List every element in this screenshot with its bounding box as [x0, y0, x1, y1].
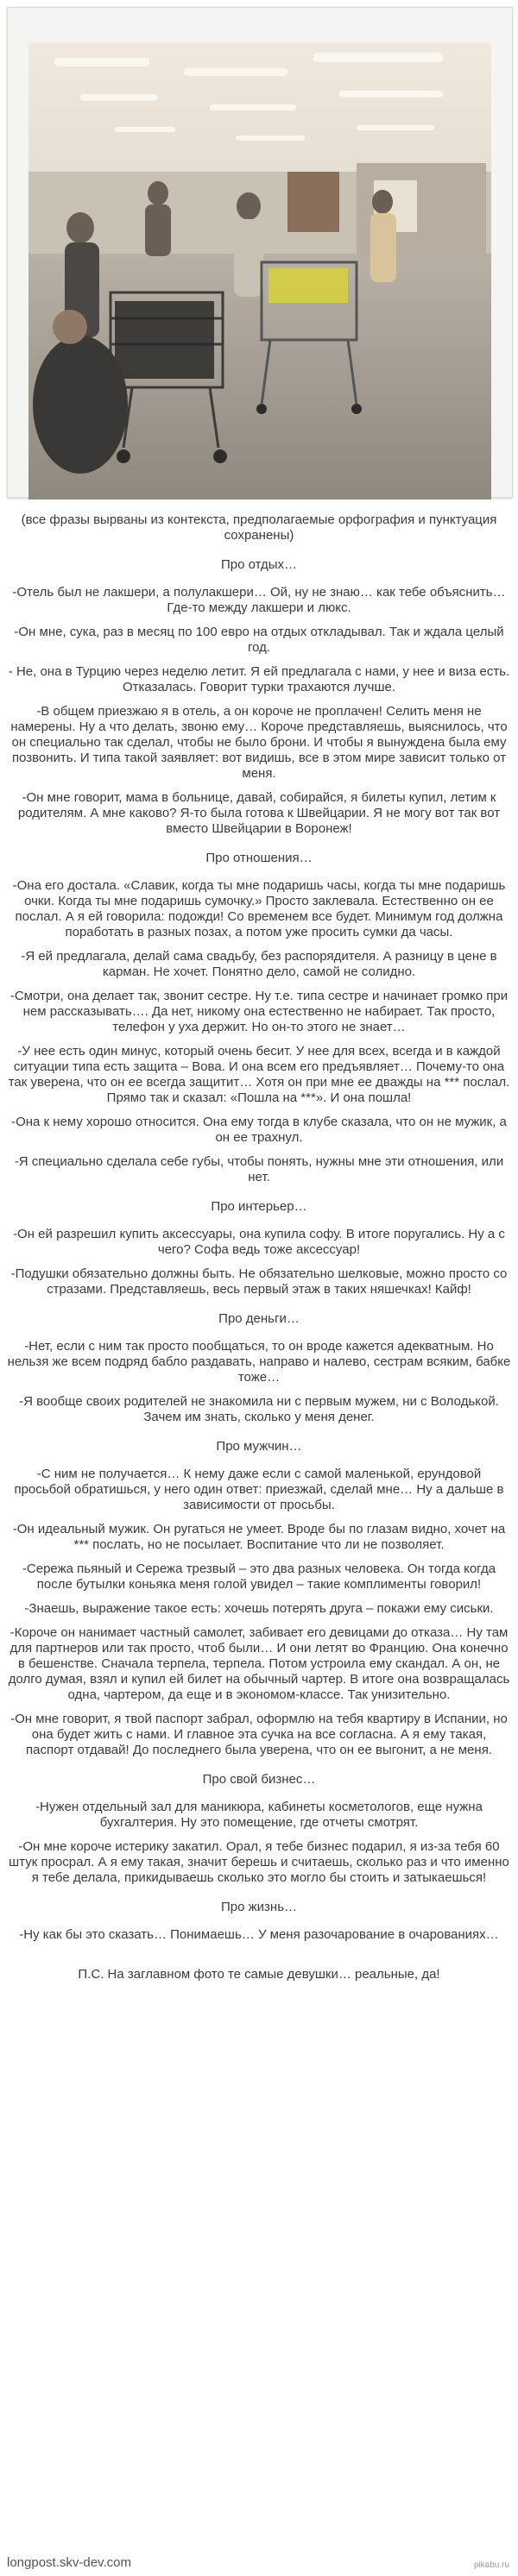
quote: -Он ей разрешил купить аксессуары, она купила софу. В итоге поругались. Ну а с чего? Софа ведь тоже аксессуар! [13, 1227, 505, 1257]
intro-note: (все фразы вырваны из контекста, предполагаемые орфография и пунктуация сохранены) [21, 512, 497, 543]
quote: -Отель был не лакшери, а полулакшери… Ой, ну не знаю… как тебе объяснить… Где-то между лакшери и люкс. [12, 585, 506, 615]
section-heading: Про отношения… [205, 851, 313, 865]
section-heading: Про мужчин… [216, 1439, 302, 1454]
section-heading: Про отдых… [220, 557, 298, 572]
quote: -В общем приезжаю я в отель, а он короче не проплачен! Селить меня не намерены. Ну а что делать, звоню ему… Короче представляешь, выяснилось, что он специально так сделал, чтобы не было брони. И чтобы я вынуждена была ему позвонить. И типа такой заявляет: вот видишь, все в этом мире зависит только от меня. [10, 704, 508, 781]
section-life [0, 1900, 518, 1943]
quote: -Она его достала. «Славик, когда ты мне подаришь часы, когда ты мне подаришь очки. Когда ты мне подаришь сумочку.» Просто заклевала. Естественно он ее послал. А я ей говорила: подожди! Со временем все будет. Минимум год должна поработать в разных позах, а потом уже просить сумки да часы. [12, 878, 506, 939]
quote: -Смотри, она делает так, звонит сестре. Ну т.е. типа сестре и начинает громко при нем рассказывать…. Да нет, никому она естественно не набирает. Так просто, телефон у уха держит. Но он-то этого не знает… [9, 989, 509, 1034]
quote: -Подушки обязательно должны быть. Не обязательно шелковые, можно просто со стразами. Представляешь, весь первый этаж в таких няшечках! Кайф! [10, 1266, 508, 1297]
section-heading: Про жизнь… [220, 1900, 298, 1914]
section-relationships [0, 851, 518, 1185]
watermark: pikabu.ru [473, 2560, 509, 2570]
quote: -Короче он нанимает частный самолет, забивает его девицами до отказа… Ну там для партнеров или так просто, чтоб были… И они летят во Францию. Она конечно в бешенстве. Сначала терпела, терпела. Потом устроила ему скандал. А он, не долго думая, взял и купил ей билет на обычный чартер. В итоге она возвращалась одна, чартером, да еще и в экономом-классе. Так унизительно. [8, 1625, 510, 1702]
section-heading: Про деньги… [218, 1311, 300, 1326]
quote: -Он идеальный мужик. Он ругаться не умеет. Вроде бы по глазам видно, хочет на *** послать, но не посылает. Воспитание что ли не позволяет. [12, 1522, 506, 1552]
quote: - Не, она в Турцию через неделю летит. Я ей предлагала с нами, у нее и виза есть. Отказалась. Говорит турки трахаются лучше. [8, 664, 510, 694]
quote: -У нее есть один минус, который очень бесит. У нее для всех, всегда и в каждой ситуации типа есть защита – Вова. И она всем его предъявляет… Почему-то она так уверена, что он ее всегда защитит… Хотя он при мне ее дважды на *** послал. Прямо так и сказал: «Пошла на ***». И она пошла! [8, 1044, 510, 1105]
quote: -Нужен отдельный зал для маникюра, кабинеты косметологов, еще нужна бухгалтерия. Ну это помещение, где отчеты смотрят. [35, 1800, 483, 1830]
quote: -Я ей предлагала, делай сама свадьбу, без распорядителя. А разницу в цене в карман. Не хочет. Понятно дело, самой не солидно. [21, 949, 497, 979]
quote: -Она к нему хорошо относится. Она ему тогда в клубе сказала, что он не мужик, а он ее трахнул. [11, 1115, 507, 1145]
airport-scene-illustration [28, 42, 491, 499]
quote: -Я вообще своих родителей не знакомила ни с первым мужем, ни с Володькой. Зачем им знать, сколько у меня денег. [19, 1394, 499, 1424]
quote: -Ну как бы это сказать… Понимаешь… У меня разочарование в очарованиях… [19, 1927, 499, 1942]
polaroid-frame [7, 7, 513, 498]
quote: -Он мне короче истерику закатил. Орал, я тебе бизнес подарил, я из-за тебя 60 штук просрал. А я ему такая, значит берешь и считаешь, сколько раз и что именно я тебе делала, прикидываешь сколько это могло бы стоить и затыкаешься! [9, 1839, 509, 1885]
quote: -Он мне, сука, раз в месяц по 100 евро на отдых откладывал. Так и ждала целый год. [14, 625, 504, 655]
quote: -Нет, если с ним так просто пообщаться, то он вроде кажется адекватным. Но нельзя же всем подряд бабло раздавать, направо и налево, сестрам всяким, бабке тоже… [7, 1339, 511, 1385]
section-vacation [0, 557, 518, 837]
source-link[interactable]: longpost.skv-dev.com [7, 2555, 131, 2570]
quote: -Знаешь, выражение такое есть: хочешь потерять друга – покажи ему сиськи. [24, 1601, 494, 1616]
quote: -Он мне говорит, я твой паспорт забрал, оформлю на тебя квартиру в Испании, но она будет жить с нами. И главное эта сучка на все согласна. А я ему такая, паспорт отдавай! До последнего была уверена, что он ее выгонит, а не меня. [10, 1712, 508, 1757]
quote: -Сережа пьяный и Сережа трезвый – это два разных человека. Он тогда когда после бутылки коньяка меня голой увидел – такие комплименты говорил! [22, 1561, 496, 1592]
airport-photo [28, 42, 491, 499]
section-money [0, 1311, 518, 1425]
section-business [0, 1772, 518, 1886]
section-interior [0, 1199, 518, 1297]
section-heading: Про свой бизнес… [202, 1772, 316, 1787]
quote: -Он мне говорит, мама в больнице, давай, собирайся, я билеты купил, летим к родителям. А мне каково? Я-то была готова к Швейцарии. Я не могу вот так вот вместо Швейцарии в Воронеж! [17, 790, 501, 836]
quote: -С ним не получается… К нему даже если с самой маленькой, ерундовой просьбой обратишься, у него один ответ: приезжай, сделай мне… Ну а дальше в зависимости от просьбы. [14, 1467, 504, 1512]
section-men [0, 1439, 518, 1758]
post-text [0, 512, 518, 1991]
closing-note: П.С. На заглавном фото те самые девушки… реальные, да! [78, 1967, 440, 1982]
quote: -Я специально сделала себе губы, чтобы понять, нужны мне эти отношения, или нет. [14, 1154, 504, 1184]
section-heading: Про интерьер… [211, 1199, 307, 1214]
